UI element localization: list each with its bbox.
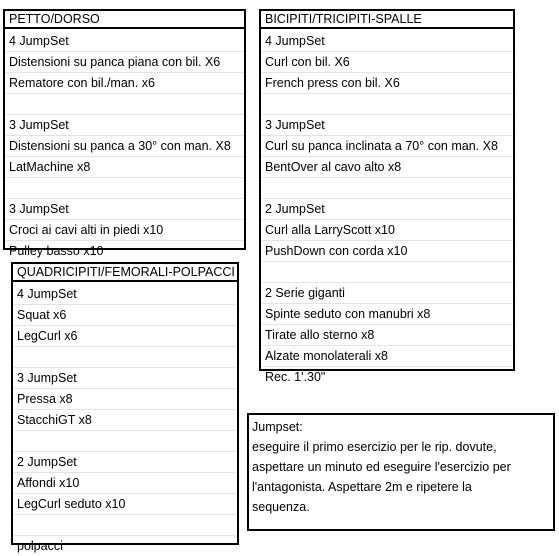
exercise-list xyxy=(5,31,244,261)
note-title[interactable]: Jumpset: xyxy=(252,420,303,434)
cell-row[interactable]: Pulley basso x10 xyxy=(9,244,104,258)
cell-row[interactable]: 4 JumpSet xyxy=(5,31,244,52)
cell-row[interactable]: 3 JumpSet xyxy=(5,199,244,220)
cell-row[interactable] xyxy=(5,94,244,115)
cell-row[interactable]: Distensioni su panca a 30° con man. X8 xyxy=(5,136,244,157)
note-line[interactable]: sequenza. xyxy=(252,500,310,514)
cell-row[interactable]: BentOver al cavo alto x8 xyxy=(261,157,513,178)
cell-row[interactable] xyxy=(261,178,513,199)
cell-row[interactable]: French press con bil. X6 xyxy=(261,73,513,94)
cell-row[interactable] xyxy=(13,431,237,452)
cell-row[interactable]: 4 JumpSet xyxy=(13,284,237,305)
cell-row[interactable]: 2 JumpSet xyxy=(261,199,513,220)
cell-row[interactable] xyxy=(261,262,513,283)
cell-row[interactable] xyxy=(13,347,237,368)
workout-block-quadricipiti-femorali-polpacci xyxy=(11,262,239,553)
cell-row[interactable]: Tirate allo sterno x8 xyxy=(261,325,513,346)
cell-row[interactable]: LegCurl x6 xyxy=(13,326,237,347)
workout-block-bicipiti-tricipiti-spalle xyxy=(259,9,515,384)
cell-row[interactable]: Curl con bil. X6 xyxy=(261,52,513,73)
cell-row[interactable]: Croci ai cavi alti in piedi x10 xyxy=(5,220,244,241)
cell-row[interactable]: 2 JumpSet xyxy=(13,452,237,473)
block-title[interactable]: QUADRICIPITI/FEMORALI-POLPACCI xyxy=(13,264,237,282)
cell-row[interactable]: 3 JumpSet xyxy=(261,115,513,136)
cell-row[interactable]: 3 JumpSet xyxy=(13,368,237,389)
cell-row[interactable]: StacchiGT x8 xyxy=(13,410,237,431)
cell-row[interactable]: polpacci xyxy=(17,539,63,553)
cell-row[interactable] xyxy=(5,178,244,199)
cell-row[interactable]: 2 Serie giganti xyxy=(261,283,513,304)
cell-row[interactable]: Pressa x8 xyxy=(13,389,237,410)
block-title[interactable]: BICIPITI/TRICIPITI-SPALLE xyxy=(261,11,513,29)
cell-row[interactable]: LatMachine x8 xyxy=(5,157,244,178)
cell-row[interactable]: Curl alla LarryScott x10 xyxy=(261,220,513,241)
exercise-list xyxy=(13,284,237,556)
note-line[interactable]: eseguire il primo esercizio per le rip. dovute, xyxy=(252,440,497,454)
workout-block-petto-dorso xyxy=(3,9,246,258)
cell-row[interactable]: Affondi x10 xyxy=(13,473,237,494)
note-line[interactable]: aspettare un minuto ed eseguire l'esercizio per xyxy=(252,460,511,474)
cell-row[interactable]: Squat x6 xyxy=(13,305,237,326)
cell-row[interactable]: Distensioni su panca piana con bil. X6 xyxy=(5,52,244,73)
block-title[interactable]: PETTO/DORSO xyxy=(5,11,244,29)
cell-row[interactable]: Rec. 1'.30" xyxy=(265,370,326,384)
cell-row[interactable]: Spinte seduto con manubri x8 xyxy=(261,304,513,325)
exercise-list xyxy=(261,31,513,387)
cell-row[interactable]: 4 JumpSet xyxy=(261,31,513,52)
cell-row[interactable]: LegCurl seduto x10 xyxy=(13,494,237,515)
cell-row[interactable] xyxy=(13,515,237,536)
cell-row[interactable]: PushDown con corda x10 xyxy=(261,241,513,262)
cell-row[interactable]: Curl su panca inclinata a 70° con man. X8 xyxy=(261,136,513,157)
cell-row[interactable]: Alzate monolaterali x8 xyxy=(261,346,513,367)
cell-row[interactable] xyxy=(261,94,513,115)
jumpset-note-box xyxy=(247,413,555,531)
note-line[interactable]: l'antagonista. Aspettare 2m e ripetere la xyxy=(252,480,472,494)
cell-row[interactable]: Rematore con bil./man. x6 xyxy=(5,73,244,94)
cell-row[interactable]: 3 JumpSet xyxy=(5,115,244,136)
